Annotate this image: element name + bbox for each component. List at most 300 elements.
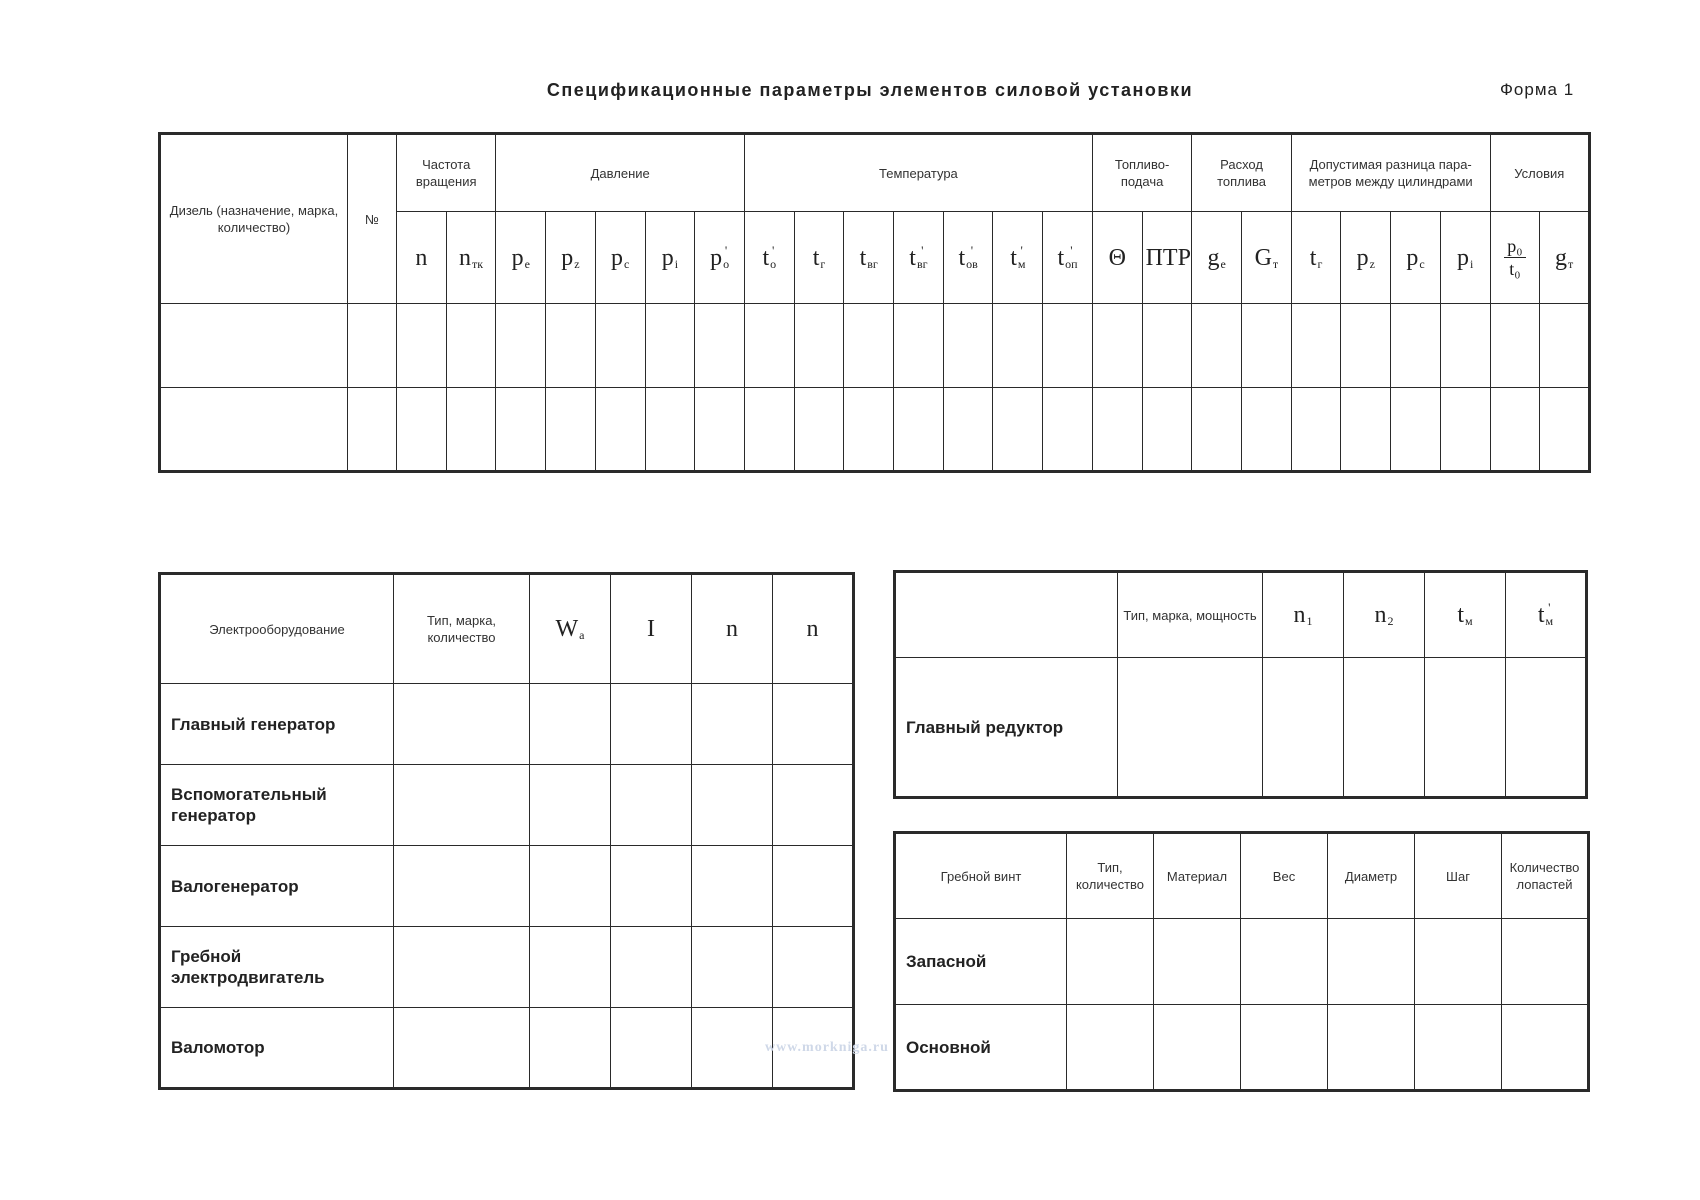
symbol-pressure-0-base: p xyxy=(511,244,524,271)
reducer-symbol-3-index xyxy=(1546,602,1554,628)
entry-cell[interactable] xyxy=(844,304,894,388)
entry-cell[interactable] xyxy=(611,684,692,765)
symbol-cyl_diff-3-prime xyxy=(1470,245,1473,256)
table-row xyxy=(895,658,1587,798)
symbol-temperature-2-index xyxy=(867,245,878,271)
col-label: Вес xyxy=(1272,868,1296,884)
symbol-rotation-1-prime xyxy=(472,245,483,256)
entry-cell[interactable] xyxy=(546,388,596,472)
elec-symbol-0-prime xyxy=(579,616,584,627)
symbol-temperature-4-sub: ов xyxy=(966,256,978,271)
group-pressure-label: Давление xyxy=(590,165,650,181)
symbol-temperature-6-base: t xyxy=(1057,244,1065,271)
symbol-temperature-6-prime: ' xyxy=(1070,242,1073,258)
entry-cell[interactable] xyxy=(611,846,692,927)
symbol-cyl_diff-0-sub: г xyxy=(1317,256,1323,271)
entry-cell[interactable] xyxy=(1341,388,1391,472)
entry-cell[interactable] xyxy=(894,388,944,472)
symbol-temperature-3 xyxy=(909,242,928,271)
entry-cell[interactable] xyxy=(894,304,944,388)
entry-cell[interactable] xyxy=(611,765,692,846)
symbol-temperature-6 xyxy=(1043,212,1093,304)
entry-cell[interactable] xyxy=(446,388,496,472)
symbol-fuel_supply-0 xyxy=(1109,245,1126,271)
reducer-symbol-1-sub: 2 xyxy=(1387,614,1394,628)
symbol-rotation-0-base: n xyxy=(415,244,428,271)
col-sym-1 xyxy=(611,574,692,684)
entry-cell[interactable] xyxy=(692,1008,773,1089)
entry-cell[interactable] xyxy=(1154,1005,1241,1091)
entry-cell[interactable] xyxy=(611,927,692,1008)
symbol-fuel_consumption-1 xyxy=(1242,212,1292,304)
entry-cell[interactable] xyxy=(692,846,773,927)
col-label: Материал xyxy=(1166,868,1228,884)
entry-cell[interactable] xyxy=(394,846,530,927)
symbol-cyl_diff-1-base: p xyxy=(1356,244,1369,271)
entry-cell[interactable] xyxy=(496,388,546,472)
entry-cell[interactable] xyxy=(394,1008,530,1089)
col-number xyxy=(348,134,397,304)
header-row-groups xyxy=(160,134,1590,212)
entry-cell[interactable] xyxy=(1425,658,1506,798)
symbol-temperature-1-prime xyxy=(820,245,825,256)
entry-cell[interactable] xyxy=(496,304,546,388)
symbol-pressure-4 xyxy=(695,212,745,304)
entry-cell[interactable] xyxy=(1490,304,1540,388)
symbol-pressure-2-prime xyxy=(624,245,629,256)
entry-cell[interactable] xyxy=(1067,1005,1154,1091)
symbol-fuel_supply-1-base: ПТР xyxy=(1145,244,1191,271)
group-conditions xyxy=(1490,134,1589,212)
col-3 xyxy=(1241,833,1328,919)
row-label xyxy=(895,1005,1067,1091)
symbol-pressure-2-index xyxy=(624,245,629,271)
entry-cell[interactable] xyxy=(1242,304,1292,388)
col-sym-0 xyxy=(1263,572,1344,658)
symbol-temperature-0-sub: o xyxy=(770,256,777,271)
symbol-temperature-3-index xyxy=(916,242,928,271)
symbol-temperature-6-index xyxy=(1065,242,1078,271)
entry-cell[interactable] xyxy=(348,388,397,472)
symbol-temperature-3-prime: ' xyxy=(921,242,924,258)
entry-cell[interactable] xyxy=(530,846,611,927)
symbol-conditions-g xyxy=(1555,245,1573,271)
entry-cell[interactable] xyxy=(546,304,596,388)
table-row xyxy=(160,684,854,765)
entry-cell[interactable] xyxy=(160,304,348,388)
symbol-cyl_diff-2 xyxy=(1391,212,1441,304)
symbol-temperature-0 xyxy=(762,242,777,271)
entry-cell[interactable] xyxy=(1344,658,1425,798)
symbol-fuel_supply-1 xyxy=(1146,245,1191,271)
symbol-rotation-1 xyxy=(459,245,483,271)
row-label-text: Гребной электродвигатель xyxy=(171,947,325,987)
symbol-pressure-2-sub: c xyxy=(624,256,630,271)
symbol-pressure-1-sub: z xyxy=(574,256,580,271)
group-conditions-label: Условия xyxy=(1514,165,1565,181)
table-row xyxy=(160,927,854,1008)
symbol-fuel_consumption-1-index xyxy=(1273,245,1278,271)
symbol-temperature-0 xyxy=(744,212,794,304)
entry-cell[interactable] xyxy=(530,765,611,846)
elec-symbol-0 xyxy=(556,616,585,642)
reducer-symbol-2 xyxy=(1457,602,1472,628)
symbol-fuel_consumption-0 xyxy=(1192,212,1242,304)
symbol-fuel_supply-0-base: Θ xyxy=(1108,244,1126,271)
entry-cell[interactable] xyxy=(1142,304,1192,388)
symbol-temperature-0-base: t xyxy=(762,244,770,271)
symbol-temperature-3-sub: вг xyxy=(916,256,928,271)
row-label xyxy=(160,846,394,927)
entry-cell[interactable] xyxy=(1067,919,1154,1005)
symbol-fuel_consumption-0 xyxy=(1208,245,1226,271)
reducer-symbol-2-sub: м xyxy=(1465,614,1473,628)
entry-cell[interactable] xyxy=(773,927,854,1008)
symbol-temperature-2-sub: вг xyxy=(867,256,878,271)
entry-cell[interactable] xyxy=(695,388,745,472)
entry-cell[interactable] xyxy=(744,304,794,388)
entry-cell[interactable] xyxy=(794,388,844,472)
entry-cell[interactable] xyxy=(1154,919,1241,1005)
row-label-text: Валомотор xyxy=(171,1038,265,1057)
symbol-pressure-0-sub: e xyxy=(524,256,530,271)
entry-cell[interactable] xyxy=(1043,304,1093,388)
table-row xyxy=(160,304,1590,388)
reducer-symbol-1-prime xyxy=(1388,602,1394,613)
entry-cell[interactable] xyxy=(394,684,530,765)
col-label: Тип, количество xyxy=(1075,860,1145,892)
table-row xyxy=(160,765,854,846)
symbol-temperature-2 xyxy=(844,212,894,304)
entry-cell[interactable] xyxy=(1391,304,1441,388)
symbol-pressure-4-index xyxy=(723,242,730,271)
watermark: www.morkniga.ru xyxy=(765,1040,889,1055)
reducer-symbol-1-base: n xyxy=(1374,602,1387,628)
symbol-temperature-3 xyxy=(894,212,944,304)
entry-cell[interactable] xyxy=(1142,388,1192,472)
symbol-temperature-1 xyxy=(813,245,826,271)
symbol-temperature-5-prime: ' xyxy=(1020,242,1023,258)
entry-cell[interactable] xyxy=(1192,388,1242,472)
reducer-symbol-1-index xyxy=(1388,602,1394,628)
symbol-temperature-5-sub: м xyxy=(1017,256,1026,271)
entry-cell[interactable] xyxy=(773,846,854,927)
group-cyl_diff xyxy=(1291,134,1490,212)
reducer-symbol-0-base: n xyxy=(1293,602,1306,628)
symbol-pressure-3-sub: i xyxy=(674,256,679,271)
col-equipment-label: Электрооборудование xyxy=(209,621,345,637)
symbol-temperature-1 xyxy=(794,212,844,304)
symbol-fuel_supply-0 xyxy=(1092,212,1142,304)
col-sym-3 xyxy=(773,574,854,684)
symbol-cyl_diff-2 xyxy=(1406,245,1424,271)
entry-cell[interactable] xyxy=(611,1008,692,1089)
col-diesel xyxy=(160,134,348,304)
symbol-temperature-5-base: t xyxy=(1010,244,1017,271)
entry-cell[interactable] xyxy=(394,765,530,846)
group-temperature xyxy=(744,134,1092,212)
row-label-text: Главный редуктор xyxy=(906,717,1064,737)
symbol-cyl_diff-3-base: p xyxy=(1457,244,1470,271)
entry-cell[interactable] xyxy=(794,304,844,388)
elec-symbol-3 xyxy=(807,616,819,642)
col-type-label: Тип, марка, количество xyxy=(426,613,497,645)
table-row xyxy=(895,919,1589,1005)
elec-symbol-3-base: n xyxy=(806,616,819,642)
entry-cell[interactable] xyxy=(943,388,993,472)
symbol-rotation-0 xyxy=(415,245,427,271)
entry-cell[interactable] xyxy=(1291,388,1341,472)
entry-cell[interactable] xyxy=(744,388,794,472)
col-6 xyxy=(1502,833,1589,919)
electrical-equipment-table xyxy=(158,572,855,1090)
row-label-text: Валогенератор xyxy=(171,876,299,896)
col-diesel-label: Дизель (назначение, марка, количество) xyxy=(169,203,339,235)
symbol-temperature-0-prime: ' xyxy=(771,242,775,258)
entry-cell[interactable] xyxy=(530,927,611,1008)
symbol-fuel_consumption-1-base: G xyxy=(1254,244,1272,271)
symbol-cyl_diff-2-base: p xyxy=(1406,244,1419,271)
symbol-pressure-1 xyxy=(561,245,579,271)
entry-cell[interactable] xyxy=(1242,388,1292,472)
reducer-symbol-2-index xyxy=(1465,602,1473,628)
entry-cell[interactable] xyxy=(993,388,1043,472)
symbol-fuel_consumption-0-index xyxy=(1221,245,1226,271)
entry-cell[interactable] xyxy=(1440,304,1490,388)
group-fuel_supply xyxy=(1092,134,1191,212)
symbol-conditions-frac xyxy=(1490,212,1540,304)
col-2 xyxy=(1154,833,1241,919)
elec-symbol-0-base: W xyxy=(555,616,579,642)
reducer-symbol-1 xyxy=(1375,602,1394,628)
entry-cell[interactable] xyxy=(1328,1005,1415,1091)
entry-cell[interactable] xyxy=(595,304,645,388)
elec-symbol-0-sub: a xyxy=(579,628,585,642)
symbol-pressure-1-prime xyxy=(574,245,579,256)
entry-cell[interactable] xyxy=(1415,919,1502,1005)
ratio-p0-t0 xyxy=(1504,235,1525,280)
symbol-pressure-3 xyxy=(645,212,695,304)
col-type-label: Тип, марка, мощность xyxy=(1123,607,1257,623)
symbol-temperature-1-base: t xyxy=(812,244,820,271)
entry-cell[interactable] xyxy=(530,1008,611,1089)
symbol-pressure-1 xyxy=(546,212,596,304)
reducer-symbol-3-base: t xyxy=(1537,602,1545,628)
entry-cell[interactable] xyxy=(595,388,645,472)
symbol-temperature-1-index xyxy=(820,245,825,271)
group-cyl_diff-label: Допустимая разница пара-метров между цилиндрами xyxy=(1308,157,1473,189)
symbol-pressure-0-prime xyxy=(525,245,530,256)
entry-cell[interactable] xyxy=(1502,1005,1589,1091)
symbol-pressure-4-prime: ' xyxy=(724,242,728,258)
symbol-conditions-g-base: g xyxy=(1555,244,1568,271)
symbol-cyl_diff-2-index xyxy=(1419,245,1424,271)
symbol-cyl_diff-0 xyxy=(1291,212,1341,304)
reducer-symbol-0-prime xyxy=(1307,602,1313,613)
entry-cell[interactable] xyxy=(1440,388,1490,472)
symbol-cyl_diff-0-prime xyxy=(1317,245,1322,256)
entry-cell[interactable] xyxy=(160,388,348,472)
entry-cell[interactable] xyxy=(397,304,447,388)
row-label xyxy=(160,765,394,846)
symbol-fuel_supply-1 xyxy=(1142,212,1192,304)
symbol-pressure-2 xyxy=(611,245,629,271)
ratio-denominator: t₀ xyxy=(1509,259,1521,279)
symbol-fuel_consumption-1-prime xyxy=(1273,245,1278,256)
entry-cell[interactable] xyxy=(1263,658,1344,798)
symbol-cyl_diff-0-base: t xyxy=(1309,244,1317,271)
elec-symbol-1-base: I xyxy=(647,616,655,642)
group-rotation-label: Частота вращения xyxy=(415,157,477,189)
reducer-symbol-0 xyxy=(1294,602,1313,628)
table-row xyxy=(160,388,1590,472)
col-1 xyxy=(1067,833,1154,919)
entry-cell[interactable] xyxy=(773,684,854,765)
entry-cell[interactable] xyxy=(692,765,773,846)
symbol-cyl_diff-3-index xyxy=(1470,245,1473,271)
symbol-pressure-1-index xyxy=(574,245,579,271)
entry-cell[interactable] xyxy=(645,388,695,472)
entry-cell[interactable] xyxy=(695,304,745,388)
symbol-pressure-0 xyxy=(512,245,530,271)
entry-cell[interactable] xyxy=(1241,1005,1328,1091)
entry-cell[interactable] xyxy=(1540,388,1590,472)
entry-cell[interactable] xyxy=(1118,658,1263,798)
entry-cell[interactable] xyxy=(1490,388,1540,472)
symbol-cyl_diff-1-prime xyxy=(1370,245,1375,256)
entry-cell[interactable] xyxy=(1291,304,1341,388)
entry-cell[interactable] xyxy=(1502,919,1589,1005)
col-sym-3 xyxy=(1506,572,1587,658)
entry-cell[interactable] xyxy=(993,304,1043,388)
symbol-temperature-6-sub: оп xyxy=(1065,256,1078,271)
entry-cell[interactable] xyxy=(844,388,894,472)
col-sym-2 xyxy=(692,574,773,684)
row-label xyxy=(160,684,394,765)
col-4 xyxy=(1328,833,1415,919)
symbol-pressure-1-base: p xyxy=(561,244,574,271)
reducer-symbol-2-prime xyxy=(1465,602,1473,613)
symbol-temperature-4-prime: ' xyxy=(970,242,974,258)
entry-cell[interactable] xyxy=(1043,388,1093,472)
symbol-cyl_diff-1 xyxy=(1341,212,1391,304)
entry-cell[interactable] xyxy=(1540,304,1590,388)
table-row xyxy=(160,846,854,927)
col-label: Гребной винт xyxy=(940,868,1022,884)
symbol-pressure-3-base: p xyxy=(661,244,674,271)
symbol-pressure-2-base: p xyxy=(611,244,623,271)
reducer-symbol-0-sub: 1 xyxy=(1306,614,1313,628)
group-rotation xyxy=(397,134,496,212)
symbol-rotation-0 xyxy=(397,212,447,304)
reducer-table xyxy=(893,570,1588,799)
entry-cell[interactable] xyxy=(397,388,447,472)
col-5 xyxy=(1415,833,1502,919)
symbol-temperature-5-index xyxy=(1017,242,1026,271)
table-row xyxy=(895,1005,1589,1091)
elec-symbol-2 xyxy=(726,616,738,642)
entry-cell[interactable] xyxy=(645,304,695,388)
col-0 xyxy=(895,833,1067,919)
header-row xyxy=(895,572,1587,658)
reducer-symbol-3-sub: м xyxy=(1545,614,1554,628)
col-sym-2 xyxy=(1425,572,1506,658)
symbol-temperature-0-index xyxy=(770,242,777,271)
symbol-temperature-4 xyxy=(943,212,993,304)
row-label xyxy=(160,927,394,1008)
symbol-fuel_consumption-1-sub: т xyxy=(1272,256,1279,271)
entry-cell[interactable] xyxy=(773,765,854,846)
symbol-cyl_diff-3 xyxy=(1440,212,1490,304)
col-equipment xyxy=(160,574,394,684)
reducer-symbol-3-prime: ' xyxy=(1548,600,1551,615)
symbol-pressure-0-index xyxy=(525,245,530,271)
ratio-numerator: p₀ xyxy=(1504,235,1525,258)
symbol-fuel_consumption-1 xyxy=(1255,245,1279,271)
symbol-pressure-3-index xyxy=(675,245,678,271)
entry-cell[interactable] xyxy=(943,304,993,388)
entry-cell[interactable] xyxy=(1092,388,1142,472)
entry-cell[interactable] xyxy=(1391,388,1441,472)
entry-cell[interactable] xyxy=(446,304,496,388)
entry-cell[interactable] xyxy=(1241,919,1328,1005)
row-label xyxy=(160,1008,394,1089)
symbol-temperature-2-base: t xyxy=(859,244,867,271)
col-label: Шаг xyxy=(1446,868,1470,884)
col-sym-1 xyxy=(1344,572,1425,658)
entry-cell[interactable] xyxy=(530,684,611,765)
entry-cell[interactable] xyxy=(1092,304,1142,388)
symbol-temperature-1-sub: г xyxy=(820,256,826,271)
group-pressure xyxy=(496,134,745,212)
symbol-fuel_consumption-0-sub: e xyxy=(1220,256,1226,271)
group-fuel_consumption-label: Расход топлива xyxy=(1217,157,1266,189)
symbol-cyl_diff-0 xyxy=(1310,245,1323,271)
symbol-temperature-3-base: t xyxy=(909,244,916,271)
col-type xyxy=(394,574,530,684)
entry-cell[interactable] xyxy=(394,927,530,1008)
symbol-temperature-4-base: t xyxy=(958,244,966,271)
group-temperature-label: Температура xyxy=(879,165,958,181)
symbol-rotation-1 xyxy=(446,212,496,304)
entry-cell[interactable] xyxy=(1506,658,1587,798)
symbol-rotation-1-sub: тк xyxy=(472,256,484,271)
entry-cell[interactable] xyxy=(348,304,397,388)
symbol-pressure-4 xyxy=(710,242,730,271)
header-row xyxy=(895,833,1589,919)
col-label: Диаметр xyxy=(1344,868,1398,884)
col-number-label: № xyxy=(365,211,379,227)
symbol-fuel_consumption-0-prime xyxy=(1221,245,1226,256)
entry-cell[interactable] xyxy=(692,684,773,765)
group-fuel_consumption xyxy=(1192,134,1291,212)
symbol-cyl_diff-2-sub: c xyxy=(1419,256,1425,271)
entry-cell[interactable] xyxy=(1328,919,1415,1005)
entry-cell[interactable] xyxy=(1192,304,1242,388)
entry-cell[interactable] xyxy=(1415,1005,1502,1091)
symbol-temperature-4-index xyxy=(966,242,978,271)
reducer-symbol-3 xyxy=(1538,602,1553,628)
table-row xyxy=(160,1008,854,1089)
reducer-symbol-0-index xyxy=(1307,602,1313,628)
symbol-rotation-1-index xyxy=(472,245,483,271)
symbol-temperature-6 xyxy=(1057,242,1078,271)
reducer-symbol-2-base: t xyxy=(1457,602,1465,628)
entry-cell[interactable] xyxy=(1341,304,1391,388)
entry-cell[interactable] xyxy=(692,927,773,1008)
group-fuel_supply-label: Топливо-подача xyxy=(1114,157,1170,189)
symbol-temperature-2 xyxy=(860,245,878,271)
